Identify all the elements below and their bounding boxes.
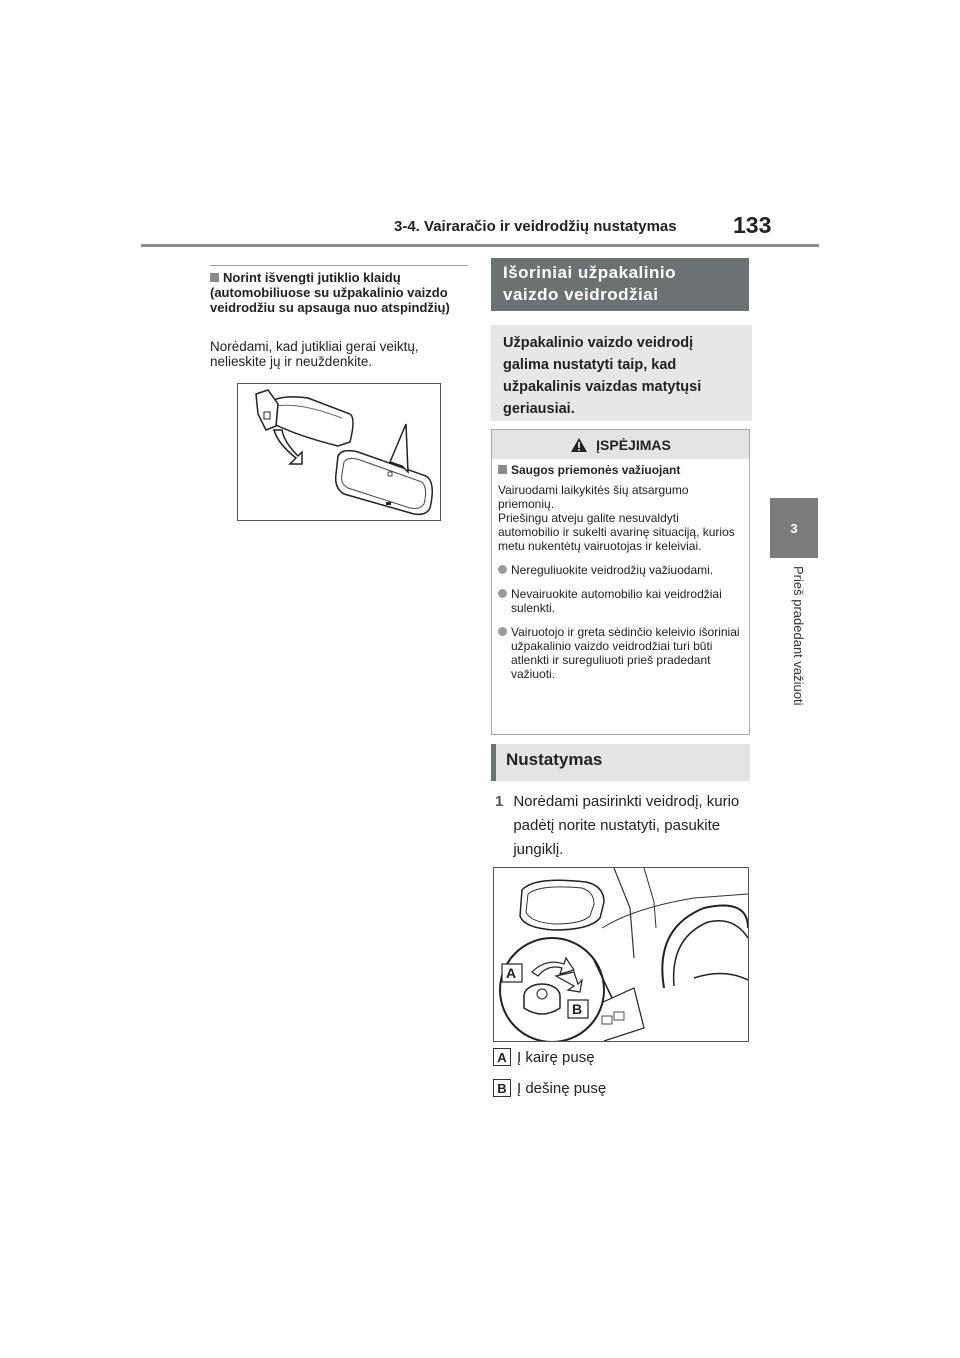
square-bullet-icon [210,273,219,282]
legend-key-b: B [493,1079,511,1097]
step-number: 1 [495,793,504,810]
label-a: A [506,965,517,981]
warning-heading: Saugos priemonės važiuojant [498,463,743,477]
page-number: 133 [733,212,772,238]
door-switch-drawing [494,868,748,1041]
step-text: Norėdami pasirinkti veidrodį, kurio padėtį norite nustatyti, pasukite jungiklį. [513,793,740,858]
warning-bullet: Vairuotojo ir greta sėdinčio keleivio išoriniai užpakalinio vaizdo veidrodžiai turi būti atlenkti ir sureguliuoti prieš pradedant važiuoti. [498,625,743,681]
label-b: B [572,1001,583,1017]
running-header-title: 3-4. Vairaračio ir veidrodžių nustatymas [394,218,677,235]
setting-title: Nustatymas [491,744,750,781]
legend-key-a: A [493,1048,511,1066]
round-bullet-icon [498,589,507,598]
square-bullet-icon [498,465,507,474]
round-bullet-icon [498,627,507,636]
sensor-body-text: Norėdami, kad jutikliai gerai veiktų, nelieskite jų ir neuždenkite. [210,339,419,369]
legend-text-a: Į kairę pusę [517,1048,595,1066]
warning-header [492,430,749,459]
sensor-subheading: Norint išvengti jutiklio klaidų (automobiliuose su užpakalinio vaizdo veidrodžiu su apsauga nuo atspindžių) [210,270,450,315]
round-bullet-icon [498,565,507,574]
legend-text-b: Į dešinę pusę [517,1079,607,1097]
warning-bullet: Nereguliuokite veidrodžių važiuodami. [498,563,743,577]
subheading-rule [210,265,468,266]
chapter-title: Prieš pradedant važiuoti [791,566,806,706]
section-title: Išoriniai užpakalinio vaizdo veidrodžiai [491,258,749,311]
chapter-tab[interactable] [770,498,818,558]
warning-triangle-icon [570,437,588,453]
warning-bullet: Nevairuokite automobilio kai veidrodžiai sulenkti. [498,587,743,615]
header-rule [141,244,819,247]
step-1 [495,790,755,862]
chapter-number: 3 [790,520,798,536]
warning-title: ĮSPĖJIMAS [596,436,671,453]
mirror-sensor-drawing [238,384,440,520]
legend-item-b [493,1079,606,1097]
legend-item-a [493,1048,595,1066]
rear-view-mirror-illustration [237,383,441,521]
mirror-switch-illustration [493,867,749,1042]
intro-box: Užpakalinio vaizdo veidrodį galima nustatyti taip, kad užpakalinis vaizdas matytųsi geriausiai. [491,325,752,421]
warning-body [492,459,749,681]
warning-box [491,429,750,735]
warning-paragraph: Vairuodami laikykitės šių atsargumo priemonių. Priešingu atveju galite nesuvaldyti automobilio ir sukelti avarinę situaciją, kurios metu nukentėtų vairuotojas ir keleiviai. [498,483,735,553]
